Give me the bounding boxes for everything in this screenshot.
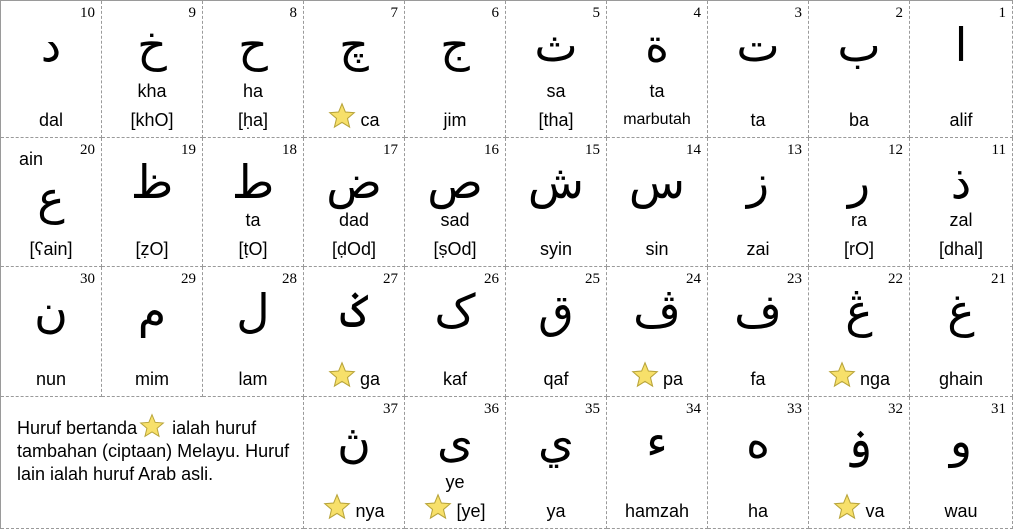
- letter-cell: [607, 1, 708, 138]
- letter-name-upper: sa: [546, 81, 566, 101]
- letter-cell: [1, 1, 102, 138]
- letter-number: 6: [491, 5, 499, 21]
- jawi-glyph: خ: [137, 18, 167, 72]
- letter-cell: [506, 397, 607, 529]
- letter-number: 32: [888, 401, 903, 417]
- letter-name-text: nga: [859, 369, 891, 389]
- letter-name: [102, 109, 202, 131]
- jawi-glyph: ح: [238, 18, 268, 72]
- letter-name-text: alif: [949, 110, 973, 130]
- letter-cell: [506, 1, 607, 138]
- letter-number: 27: [383, 271, 398, 287]
- letter-cell: [304, 138, 405, 267]
- jawi-glyph: ک: [434, 284, 476, 338]
- letter-name-text: [tha]: [538, 110, 574, 130]
- letter-cell: [102, 267, 203, 397]
- jawi-glyph: ط: [231, 155, 275, 209]
- letter-number: 31: [991, 401, 1006, 417]
- letter-name-upper: ain: [19, 149, 44, 169]
- letter-name-text: [ye]: [456, 501, 486, 521]
- letter-cell: [910, 397, 1013, 529]
- letter-name: [910, 368, 1012, 390]
- letter-number: 15: [585, 142, 600, 158]
- jawi-glyph: ع: [37, 171, 65, 225]
- letter-name-text: nya: [355, 501, 385, 521]
- letter-cell: [607, 138, 708, 267]
- letter-number: 37: [383, 401, 398, 417]
- letter-name-text: va: [865, 501, 885, 521]
- letter-name: [203, 238, 303, 260]
- letter-number: 24: [686, 271, 701, 287]
- letter-name-text: fa: [750, 369, 766, 389]
- letter-name-text: syin: [539, 239, 572, 259]
- letter-name: [102, 368, 202, 390]
- jawi-glyph: غ: [947, 284, 975, 338]
- letter-name: [910, 109, 1012, 131]
- letter-number: 4: [693, 5, 701, 21]
- letter-number: 18: [282, 142, 297, 158]
- letter-cell: [506, 267, 607, 397]
- letter-name: [1, 368, 101, 390]
- legend-note: [17, 413, 307, 486]
- letter-name-upper: ra: [850, 210, 867, 230]
- letter-name-text: ga: [359, 369, 381, 389]
- letter-number: 10: [80, 5, 95, 21]
- jawi-glyph: ف: [734, 284, 782, 338]
- star-icon: [631, 361, 659, 389]
- letter-name-text: [ḍOd]: [331, 239, 377, 259]
- letter-name-text: jim: [443, 110, 467, 130]
- letter-cell: [405, 267, 506, 397]
- letter-number: 33: [787, 401, 802, 417]
- letter-number: 16: [484, 142, 499, 158]
- letter-name: [1, 109, 101, 131]
- letter-name-upper: zal: [949, 210, 973, 230]
- jawi-glyph: ق: [538, 284, 574, 338]
- letter-name: [607, 500, 707, 522]
- letter-number: 12: [888, 142, 903, 158]
- jawi-glyph: ذ: [950, 155, 972, 209]
- jawi-glyph: ر: [847, 155, 871, 209]
- letter-cell: [708, 1, 809, 138]
- letter-name: [809, 493, 909, 522]
- letter-name-text: [ʕain]: [29, 239, 73, 259]
- letter-cell: [607, 267, 708, 397]
- legend-text-2: ialah huruf tambahan (ciptaan) Melayu. Huruf lain ialah huruf Arab asli.: [17, 418, 290, 484]
- star-icon: [328, 102, 356, 130]
- letter-number: 36: [484, 401, 499, 417]
- star-icon: [139, 413, 165, 439]
- letter-name: [708, 109, 808, 131]
- letter-name: [405, 493, 505, 522]
- letter-name: [102, 238, 202, 260]
- letter-name: [809, 361, 909, 390]
- letter-name-text: kaf: [442, 369, 467, 389]
- jawi-glyph: ة: [644, 18, 670, 72]
- letter-name-text: ya: [546, 501, 566, 521]
- letter-name: [506, 500, 606, 522]
- letter-name: [607, 361, 707, 390]
- letter-cell: [102, 1, 203, 138]
- letter-number: 34: [686, 401, 701, 417]
- letter-number: 7: [390, 5, 398, 21]
- letter-name-upper: ye: [445, 472, 465, 492]
- letter-name-text: mim: [135, 369, 169, 389]
- letter-cell: [506, 138, 607, 267]
- star-icon: [424, 493, 452, 521]
- letter-number: 14: [686, 142, 701, 158]
- letter-cell: [203, 1, 304, 138]
- letter-name-upper: ha: [242, 81, 264, 101]
- star-icon: [328, 361, 356, 389]
- letter-name: [405, 109, 505, 131]
- letter-name-text: [ṭO]: [238, 239, 268, 259]
- letter-name-text: pa: [662, 369, 684, 389]
- letter-name-text: marbutah: [623, 111, 691, 128]
- letter-name-text: ha: [747, 501, 769, 521]
- letter-name-upper: ta: [245, 210, 261, 230]
- jawi-glyph: ى: [436, 414, 473, 468]
- letter-cell: [405, 138, 506, 267]
- letter-cell: [1, 138, 102, 267]
- letter-cell: [304, 267, 405, 397]
- letter-name-upper: sad: [440, 210, 470, 230]
- letter-number: 21: [991, 271, 1006, 287]
- letter-cell: [809, 397, 910, 529]
- jawi-glyph: ڠ: [845, 284, 873, 338]
- letter-name: [708, 368, 808, 390]
- letter-name: [506, 109, 606, 131]
- jawi-glyph: ل: [236, 284, 270, 338]
- letter-number: 19: [181, 142, 196, 158]
- letter-name-text: [ḥa]: [237, 110, 269, 130]
- jawi-glyph: ظ: [130, 155, 174, 209]
- letter-name-text: [ṣOd]: [433, 239, 477, 259]
- letter-name: [506, 238, 606, 260]
- letter-cell: [708, 138, 809, 267]
- jawi-glyph: ا: [954, 18, 968, 72]
- letter-number: 17: [383, 142, 398, 158]
- letter-cell: [304, 1, 405, 138]
- letter-number: 28: [282, 271, 297, 287]
- letter-cell: [910, 138, 1013, 267]
- jawi-glyph: ز: [746, 155, 770, 209]
- letter-number: 29: [181, 271, 196, 287]
- letter-name-text: dal: [38, 110, 64, 130]
- letter-name-text: ghain: [938, 369, 984, 389]
- jawi-glyph: ص: [427, 155, 483, 209]
- letter-cell: [203, 267, 304, 397]
- jawi-glyph: ڽ: [337, 414, 371, 468]
- letter-name: [910, 500, 1012, 522]
- letter-cell: [910, 1, 1013, 138]
- letter-name: [708, 238, 808, 260]
- letter-number: 23: [787, 271, 802, 287]
- letter-name-upper: ta: [649, 81, 665, 101]
- letter-cell: [1, 267, 102, 397]
- letter-name-text: [ẓO]: [135, 239, 169, 259]
- letter-name: [506, 368, 606, 390]
- jawi-glyph: ء: [646, 414, 668, 468]
- letter-name: [1, 238, 101, 260]
- letter-number: 25: [585, 271, 600, 287]
- jawi-glyph: ث: [534, 18, 578, 72]
- letter-name-text: sin: [645, 239, 669, 259]
- jawi-glyph: ج: [440, 18, 470, 72]
- jawi-glyph: ي: [537, 414, 574, 468]
- letter-cell: [203, 138, 304, 267]
- letter-cell: [708, 267, 809, 397]
- letter-number: 9: [188, 5, 196, 21]
- jawi-glyph: و: [949, 414, 973, 468]
- letter-number: 20: [80, 142, 95, 158]
- jawi-glyph: ݢ: [340, 284, 368, 338]
- letter-name-text: nun: [35, 369, 67, 389]
- jawi-glyph: ت: [736, 18, 780, 72]
- letter-cell: [607, 397, 708, 529]
- letter-name-text: ca: [360, 110, 380, 130]
- letter-number: 2: [895, 5, 903, 21]
- letter-name-text: [rO]: [844, 239, 874, 259]
- letter-name-text: qaf: [543, 369, 569, 389]
- jawi-glyph: د: [40, 18, 62, 72]
- letter-number: 11: [991, 142, 1006, 158]
- letter-name: [405, 238, 505, 260]
- letter-cell: [809, 138, 910, 267]
- jawi-glyph: م: [137, 284, 167, 338]
- letter-name-text: wau: [944, 501, 978, 521]
- letter-name-upper: kha: [137, 81, 167, 101]
- letter-name-text: [dhal]: [938, 239, 984, 259]
- star-icon: [323, 493, 351, 521]
- letter-number: 13: [787, 142, 802, 158]
- letter-name: [607, 238, 707, 260]
- letter-name: [304, 361, 404, 390]
- letter-number: 22: [888, 271, 903, 287]
- letter-name: [304, 493, 404, 522]
- letter-cell: [102, 138, 203, 267]
- letter-name-text: zai: [746, 239, 770, 259]
- letter-number: 26: [484, 271, 499, 287]
- jawi-glyph: ش: [527, 155, 585, 209]
- letter-cell: [405, 1, 506, 138]
- letter-name: [809, 109, 909, 131]
- letter-cell: [708, 397, 809, 529]
- jawi-glyph: ض: [326, 155, 382, 209]
- letter-number: 5: [592, 5, 600, 21]
- letter-name-text: ta: [750, 110, 766, 130]
- letter-name-text: lam: [238, 369, 268, 389]
- letter-name-upper: dad: [338, 210, 370, 230]
- jawi-glyph: ۏ: [845, 414, 873, 468]
- letter-name: [910, 238, 1012, 260]
- letter-cell: [809, 1, 910, 138]
- letter-name: [708, 500, 808, 522]
- letter-number: 8: [289, 5, 297, 21]
- star-icon: [833, 493, 861, 521]
- letter-name: [607, 107, 707, 131]
- letter-name: [304, 102, 404, 131]
- letter-name: [405, 368, 505, 390]
- letter-cell: [809, 267, 910, 397]
- jawi-glyph: ڤ: [633, 284, 681, 338]
- jawi-glyph: چ: [339, 18, 369, 72]
- letter-number: 1: [998, 5, 1006, 21]
- jawi-glyph: ب: [837, 18, 881, 72]
- letter-number: 35: [585, 401, 600, 417]
- letter-name: [304, 238, 404, 260]
- letter-cell: [304, 397, 405, 529]
- letter-name-text: hamzah: [624, 501, 690, 521]
- jawi-glyph: ن: [34, 284, 68, 338]
- jawi-glyph: س: [628, 155, 686, 209]
- jawi-glyph: ه: [745, 414, 771, 468]
- letter-number: 30: [80, 271, 95, 287]
- star-icon: [828, 361, 856, 389]
- letter-name: [809, 238, 909, 260]
- letter-name: [203, 109, 303, 131]
- letter-name: [203, 368, 303, 390]
- letter-cell: [910, 267, 1013, 397]
- letter-name-text: ba: [848, 110, 870, 130]
- legend-text-1: Huruf bertanda: [17, 418, 138, 438]
- letter-number: 3: [794, 5, 802, 21]
- letter-cell: [405, 397, 506, 529]
- letter-name-text: [khO]: [130, 110, 174, 130]
